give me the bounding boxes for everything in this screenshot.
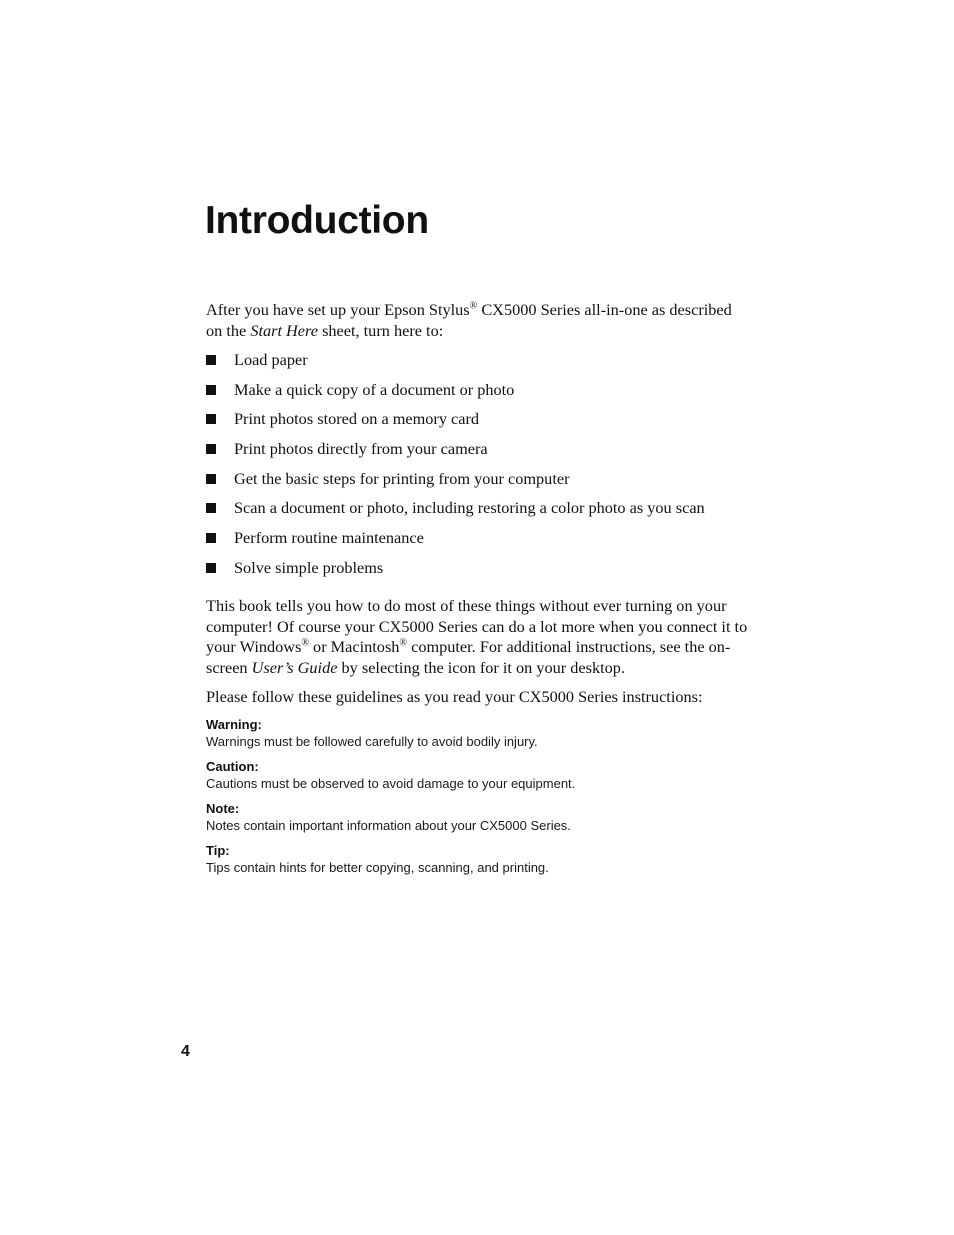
notice-list <box>206 716 751 876</box>
list-item <box>206 498 751 519</box>
intro-text-1: After you have set up your Epson Stylus <box>206 300 470 319</box>
square-bullet-icon <box>206 444 216 454</box>
list-item <box>206 469 751 490</box>
notice-text: Warnings must be followed carefully to avoid bodily injury. <box>206 733 538 749</box>
task-list <box>206 350 751 578</box>
registered-mark: ® <box>399 637 408 649</box>
square-bullet-icon <box>206 385 216 395</box>
square-bullet-icon <box>206 533 216 543</box>
guidelines-paragraph: Please follow these guidelines as you read your CX5000 Series instructions: <box>206 687 703 707</box>
caution-notice <box>206 758 751 792</box>
tip-notice <box>206 842 751 876</box>
book-paragraph <box>206 596 751 678</box>
list-item <box>206 350 751 371</box>
warning-notice <box>206 716 751 750</box>
notice-label: Note: <box>206 800 240 816</box>
notice-label: Tip: <box>206 842 230 858</box>
notice-text: Cautions must be observed to avoid damage to your equipment. <box>206 775 576 791</box>
square-bullet-icon <box>206 355 216 365</box>
square-bullet-icon <box>206 503 216 513</box>
notice-text: Notes contain important information about your CX5000 Series. <box>206 817 571 833</box>
users-guide-title: User’s Guide <box>251 657 338 677</box>
list-item <box>206 558 751 579</box>
intro-start-here: Start Here <box>250 320 318 340</box>
list-item-text: Make a quick copy of a document or photo <box>234 379 515 399</box>
square-bullet-icon <box>206 474 216 484</box>
notice-label: Warning: <box>206 716 262 732</box>
list-item <box>206 439 751 460</box>
intro-text-3: sheet, turn here to: <box>318 320 444 340</box>
list-item-text: Scan a document or photo, including restoring a color photo as you scan <box>234 498 705 518</box>
list-item <box>206 409 751 430</box>
book-text-1: This book tells you how to do most of these things without ever turning on your computer! Of course your CX5000 Series can do a lot more when you connect it to your Windows <box>206 596 748 657</box>
intro-text-2: CX5000 Series all-in-one as described on the <box>206 300 732 340</box>
square-bullet-icon <box>206 414 216 424</box>
list-item <box>206 380 751 401</box>
registered-mark: ® <box>469 300 478 312</box>
note-notice <box>206 800 751 834</box>
registered-mark: ® <box>301 637 309 649</box>
list-item-text: Load paper <box>234 350 308 369</box>
book-text-4: by selecting the icon for it on your desktop. <box>337 657 626 677</box>
list-item-text: Print photos stored on a memory card <box>234 409 480 429</box>
notice-label: Caution: <box>206 758 259 774</box>
book-text-2: or Macintosh <box>308 637 400 657</box>
book-text-3: computer. For additional instructions, see the on-screen <box>206 637 731 677</box>
main-content <box>206 300 751 884</box>
list-item-text: Get the basic steps for printing from your computer <box>234 468 570 488</box>
square-bullet-icon <box>206 563 216 573</box>
page-title: Introduction <box>205 199 429 242</box>
intro-paragraph <box>206 300 751 341</box>
notice-text: Tips contain hints for better copying, scanning, and printing. <box>206 859 549 875</box>
list-item-text: Perform routine maintenance <box>234 528 424 548</box>
page-number: 4 <box>181 1043 190 1060</box>
list-item-text: Print photos directly from your camera <box>234 439 488 459</box>
list-item <box>206 528 751 549</box>
list-item-text: Solve simple problems <box>234 557 384 577</box>
